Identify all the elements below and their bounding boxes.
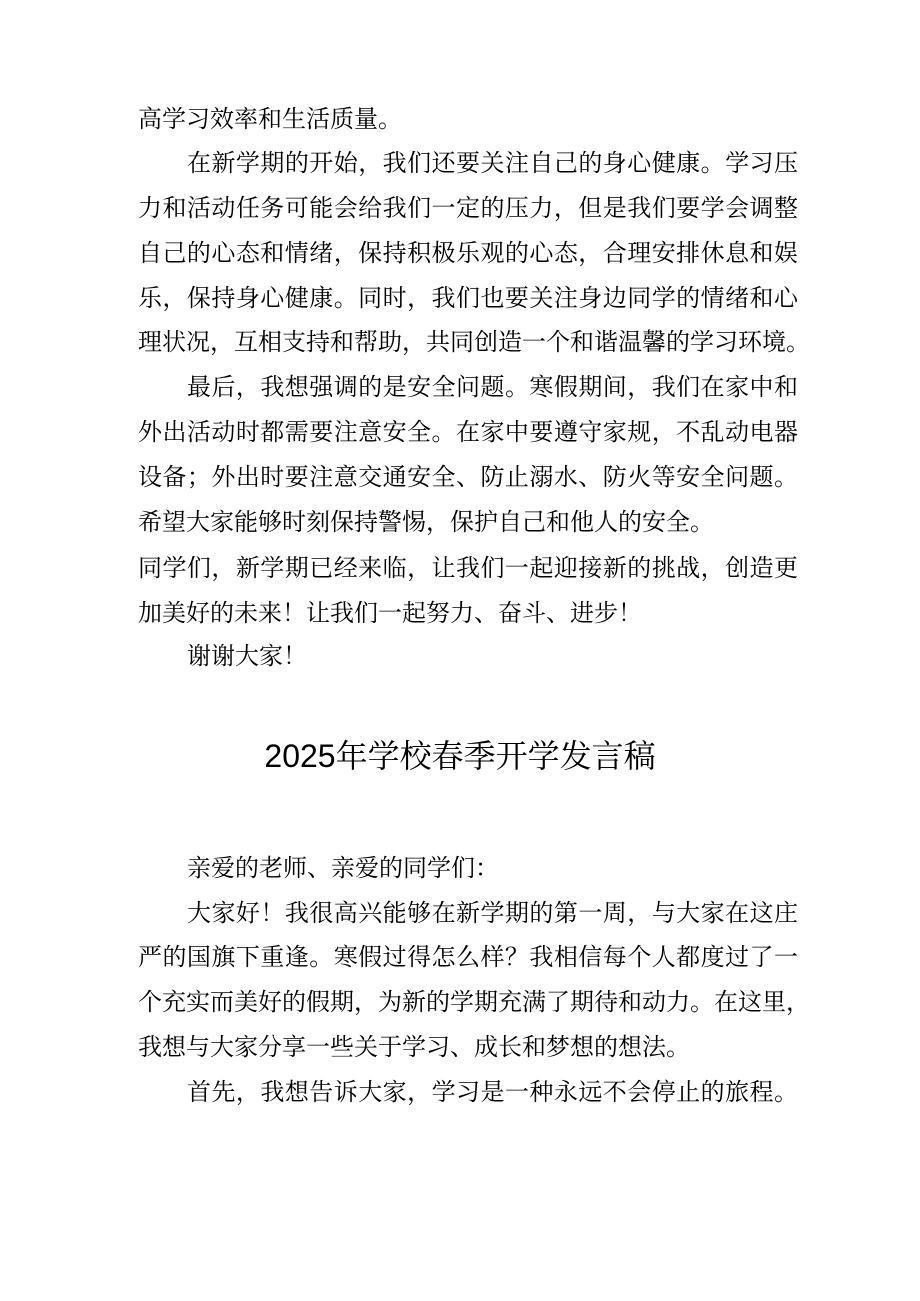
paragraph-line: 我想与大家分享一些关于学习、成长和梦想的想法。 bbox=[138, 1033, 690, 1061]
paragraph-line: 乐，保持身心健康。同时，我们也要关注身边同学的情绪和心 bbox=[138, 284, 798, 312]
paragraph-line: 希望大家能够时刻保持警惕，保护自己和他人的安全。 bbox=[138, 508, 714, 536]
page-title: 2025年学校春季开学发言稿 bbox=[264, 738, 656, 774]
paragraph-line: 理状况，互相支持和帮助，共同创造一个和谐温馨的学习环境。 bbox=[138, 328, 810, 356]
paragraph-line: 严的国旗下重逢。寒假过得怎么样？我相信每个人都度过了一 bbox=[138, 943, 798, 971]
paragraph-line: 自己的心态和情绪，保持积极乐观的心态，合理安排休息和娱 bbox=[138, 239, 798, 267]
paragraph-line: 设备；外出时要注意交通安全、防止溺水、防火等安全问题。 bbox=[138, 463, 798, 491]
paragraph-line: 力和活动任务可能会给我们一定的压力，但是我们要学会调整 bbox=[138, 194, 798, 222]
paragraph-line: 在新学期的开始，我们还要关注自己的身心健康。学习压 bbox=[187, 149, 798, 177]
paragraph-line: 谢谢大家！ bbox=[187, 642, 307, 670]
paragraph-line: 高学习效率和生活质量。 bbox=[138, 105, 402, 133]
paragraph-line: 首先，我想告诉大家，学习是一种永远不会停止的旅程。 bbox=[187, 1078, 798, 1106]
paragraph-line: 加美好的未来！让我们一起努力、奋斗、进步！ bbox=[138, 599, 642, 627]
paragraph-line: 亲爱的老师、亲爱的同学们： bbox=[187, 854, 499, 882]
paragraph-line: 大家好！我很高兴能够在新学期的第一周，与大家在这庄 bbox=[187, 899, 798, 927]
paragraph-line: 外出活动时都需要注意安全。在家中要遵守家规，不乱动电器 bbox=[138, 418, 798, 446]
paragraph-line: 同学们，新学期已经来临，让我们一起迎接新的挑战，创造更 bbox=[138, 554, 798, 582]
paragraph-line: 最后，我想强调的是安全问题。寒假期间，我们在家中和 bbox=[187, 373, 798, 401]
paragraph-line: 个充实而美好的假期，为新的学期充满了期待和动力。在这里， bbox=[138, 988, 810, 1016]
